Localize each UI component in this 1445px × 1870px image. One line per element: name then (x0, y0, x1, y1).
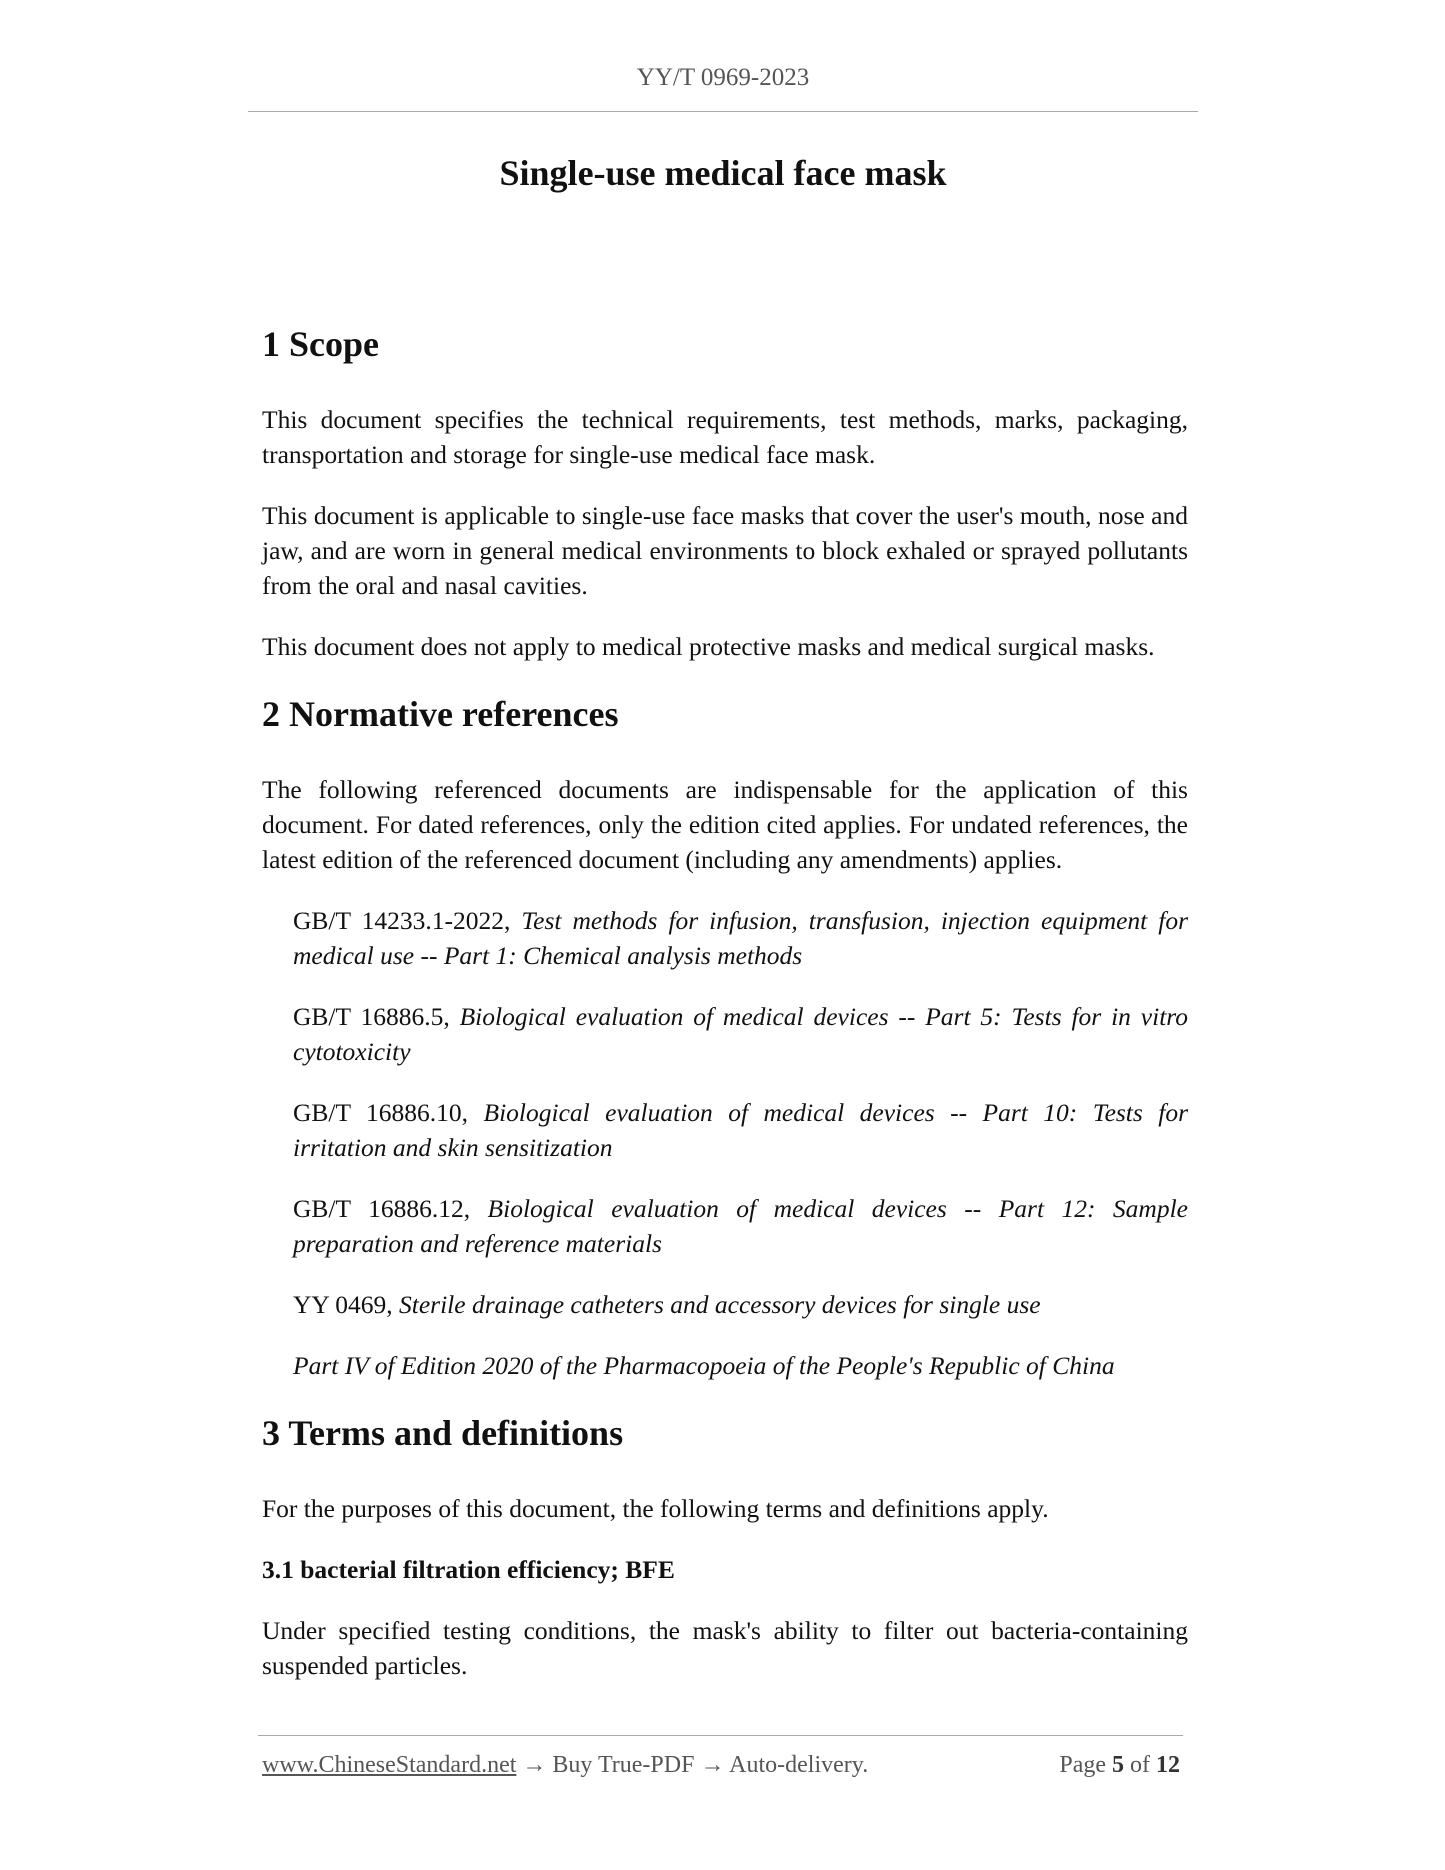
footer-promo (262, 1752, 868, 1779)
page-counter (1059, 1752, 1180, 1779)
section-heading-normative-references: 2 Normative references (262, 694, 619, 734)
terms-intro-paragraph: For the purposes of this document, the following terms and definitions apply. (262, 1494, 1049, 1523)
scope-paragraph: This document is applicable to single-use face masks that cover the user's mouth, nose and jaw, and are worn in general medical environments to block exhaled or sprayed pollutants from the oral and nasal cavities. (262, 501, 1188, 600)
term-heading-bfe: 3.1 bacterial filtration efficiency; BFE (262, 1555, 675, 1584)
reference-code: GB/T 16886.12, (293, 1194, 488, 1223)
normative-intro-paragraph: The following referenced documents are indispensable for the application of this document. For dated references, only the edition cited applies. For undated references, the latest edition of the referenced document (including any amendments) applies. (262, 775, 1188, 874)
reference-item (293, 903, 1188, 973)
reference-item (293, 1095, 1188, 1165)
header-divider (248, 111, 1198, 112)
reference-code: YY 0469, (293, 1290, 400, 1319)
arrow-right-icon: → (700, 1752, 725, 1778)
reference-item-pharmacopoeia: Part IV of Edition 2020 of the Pharmacopoeia of the People's Republic of China (293, 1351, 1115, 1380)
footer-divider (258, 1735, 1183, 1736)
reference-item (293, 1191, 1188, 1261)
document-code-header: YY/T 0969-2023 (636, 64, 810, 91)
scope-paragraph: This document does not apply to medical protective masks and medical surgical masks. (262, 632, 1155, 661)
buy-pdf-text: Buy True-PDF (552, 1752, 695, 1778)
reference-title: Biological evaluation of medical devices -- Part 12: Sample preparation and reference materials (293, 1194, 1188, 1258)
reference-code: GB/T 16886.5, (293, 1002, 460, 1031)
auto-delivery-text: Auto-delivery. (729, 1752, 869, 1778)
page-label: Page (1059, 1752, 1106, 1778)
reference-item (293, 999, 1188, 1069)
scope-paragraph: This document specifies the technical requirements, test methods, marks, packaging, transportation and storage for single-use medical face mask. (262, 405, 1188, 469)
page-total: 12 (1156, 1752, 1180, 1778)
reference-title: Biological evaluation of medical devices -- Part 10: Tests for irritation and skin sensitization (293, 1098, 1189, 1162)
document-body (262, 320, 1188, 1709)
section-heading-scope: 1 Scope (262, 324, 379, 364)
page-number: 5 (1112, 1752, 1124, 1778)
reference-code: GB/T 16886.10, (293, 1098, 484, 1127)
document-title: Single-use medical face mask (499, 153, 947, 193)
website-link[interactable]: www.ChineseStandard.net (262, 1752, 517, 1778)
reference-title: Biological evaluation of medical devices -- Part 5: Tests for in vitro cytotoxicity (293, 1002, 1189, 1066)
reference-title: Test methods for infusion, transfusion, injection equipment for medical use -- Part 1: Chemical analysis methods (293, 906, 1188, 970)
term-definition-bfe: Under specified testing conditions, the mask's ability to filter out bacteria-containing suspended particles. (262, 1616, 1188, 1680)
of-label: of (1130, 1752, 1150, 1778)
reference-title: Sterile drainage catheters and accessory devices for single use (399, 1290, 1041, 1319)
section-heading-terms-definitions: 3 Terms and definitions (262, 1413, 624, 1453)
reference-item (293, 1287, 1188, 1322)
reference-code: GB/T 14233.1-2022, (293, 906, 522, 935)
arrow-right-icon: → (522, 1752, 547, 1778)
